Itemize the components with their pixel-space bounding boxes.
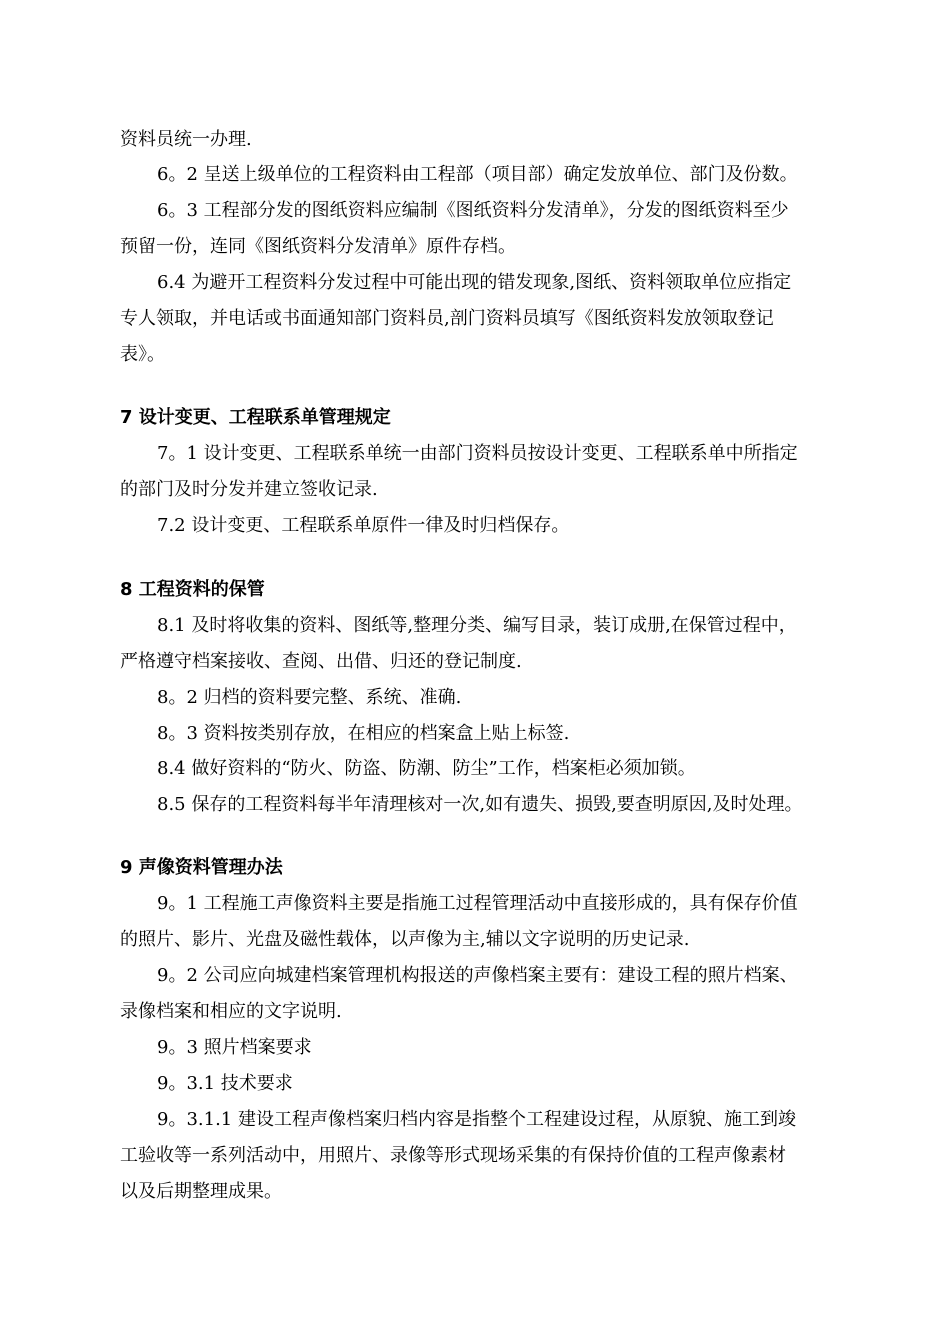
paragraph-line: 工验收等一系列活动中，用照片、录像等形式现场采集的有保持价值的工程声像素材 (120, 1145, 786, 1166)
paragraph-line: 8.5 保存的工程资料每半年清理核对一次,如有遗失、损毁,要查明原因,及时处理。 (157, 794, 803, 815)
paragraph-line: 严格遵守档案接收、查阅、出借、归还的登记制度. (120, 651, 522, 672)
section-heading: 8 工程资料的保管 (120, 579, 265, 600)
paragraph-line: 表》。 (120, 344, 165, 365)
paragraph-line: 6。3 工程部分发的图纸资料应编制《图纸资料分发清单》，分发的图纸资料至少 (157, 200, 789, 221)
paragraph-line: 9。1 工程施工声像资料主要是指施工过程管理活动中直接形成的，具有保存价值 (157, 893, 798, 914)
paragraph-line: 7。1 设计变更、工程联系单统一由部门资料员按设计变更、工程联系单中所指定 (157, 443, 798, 464)
section-heading: 7 设计变更、工程联系单管理规定 (120, 407, 391, 428)
paragraph-line: 的部门及时分发并建立签收记录. (120, 479, 378, 500)
paragraph-line: 6。2 呈送上级单位的工程资料由工程部（项目部）确定发放单位、部门及份数。 (157, 164, 798, 185)
paragraph-line: 8.1 及时将收集的资料、图纸等,整理分类、编写目录，装订成册,在保管过程中， (157, 615, 797, 636)
paragraph-line: 预留一份，连同《图纸资料分发清单》原件存档。 (120, 236, 516, 257)
paragraph-line: 9。3.1.1 建设工程声像档案归档内容是指整个工程建设过程，从原貌、施工到竣 (157, 1109, 796, 1130)
paragraph-line: 7.2 设计变更、工程联系单原件一律及时归档保存。 (157, 515, 570, 536)
paragraph-line: 录像档案和相应的文字说明. (120, 1001, 342, 1022)
paragraph-line: 资料员统一办理. (120, 129, 252, 150)
paragraph-line: 6.4 为避开工程资料分发过程中可能出现的错发现象,图纸、资料领取单位应指定 (157, 272, 792, 293)
paragraph-line: 8。3 资料按类别存放，在相应的档案盒上贴上标签. (157, 723, 570, 744)
paragraph-line: 9。2 公司应向城建档案管理机构报送的声像档案主要有：建设工程的照片档案、 (157, 965, 798, 986)
paragraph-line: 以及后期整理成果。 (120, 1181, 282, 1202)
paragraph-line: 8.4 做好资料的“防火、防盗、防潮、防尘”工作，档案柜必须加锁。 (157, 758, 696, 779)
section-heading: 9 声像资料管理办法 (120, 857, 283, 878)
paragraph-line: 9。3 照片档案要求 (157, 1037, 312, 1058)
paragraph-line: 9。3.1 技术要求 (157, 1073, 293, 1094)
paragraph-line: 专人领取，并电话或书面通知部门资料员,剖门资料员填写《图纸资料发放领取登记 (120, 308, 774, 329)
paragraph-line: 的照片、影片、光盘及磁性载体，以声像为主,辅以文字说明的历史记录. (120, 929, 690, 950)
paragraph-line: 8。2 归档的资料要完整、系统、准确. (157, 687, 462, 708)
